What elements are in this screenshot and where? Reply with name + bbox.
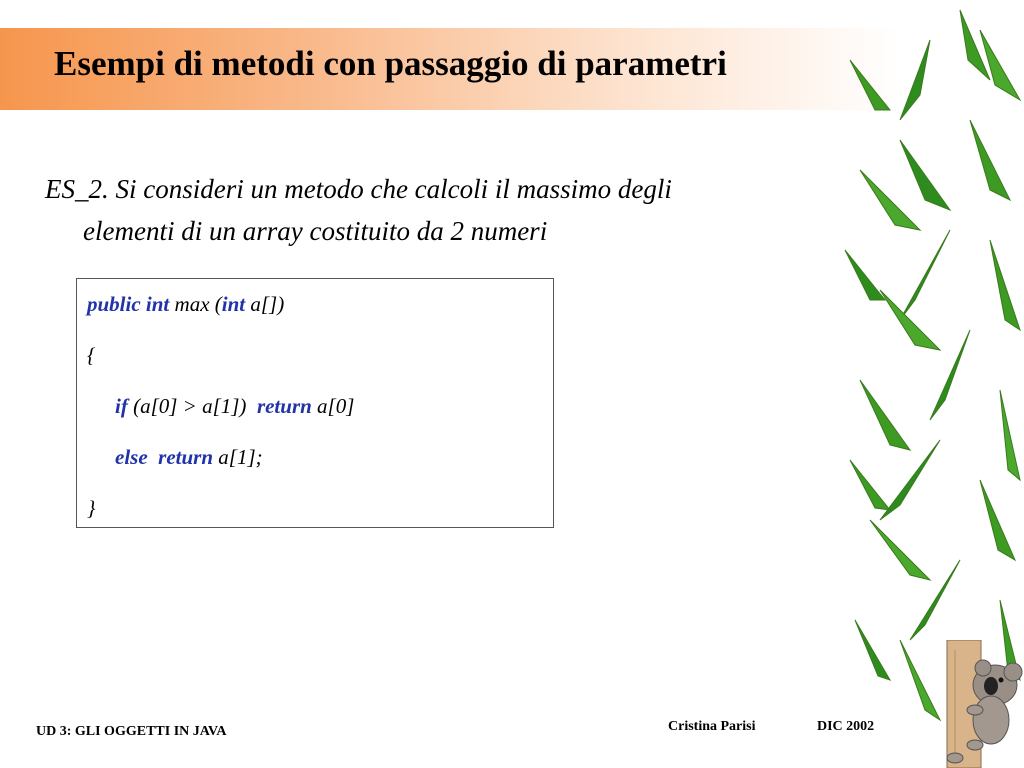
- slide-title: Esempi di metodi con passaggio di parametri: [54, 44, 727, 83]
- code-keyword: if: [115, 394, 128, 418]
- code-keyword: int: [221, 292, 246, 316]
- koala-icon: [935, 640, 1024, 768]
- exercise-line-2: elementi di un array costituito da 2 numeri: [83, 216, 548, 246]
- code-text: (a[0] > a[1]): [127, 394, 257, 418]
- code-line-5: }: [87, 496, 96, 520]
- code-keyword: return: [158, 445, 214, 469]
- footer-author: Cristina Parisi: [668, 719, 756, 734]
- footer-course: UD 3: GLI OGGETTI IN JAVA: [36, 724, 227, 739]
- code-text: max (: [169, 292, 222, 316]
- code-line-3: [87, 389, 543, 440]
- code-line-2: {: [87, 343, 96, 367]
- code-text: a[1];: [213, 445, 263, 469]
- code-keyword: return: [256, 394, 312, 418]
- code-box: [76, 278, 554, 528]
- footer-date: DIC 2002: [817, 719, 875, 734]
- code-keyword: int: [145, 292, 170, 316]
- code-text: a[0]: [311, 394, 355, 418]
- code-text: a[]): [245, 292, 285, 316]
- exercise-line-1: ES_2. Si consideri un metodo che calcoli il massimo degli: [45, 174, 672, 204]
- code-line-1: [87, 287, 543, 338]
- code-line-4: [87, 440, 543, 491]
- exercise-text: [45, 168, 865, 252]
- code-keyword: else: [115, 445, 148, 469]
- code-keyword: public: [87, 292, 141, 316]
